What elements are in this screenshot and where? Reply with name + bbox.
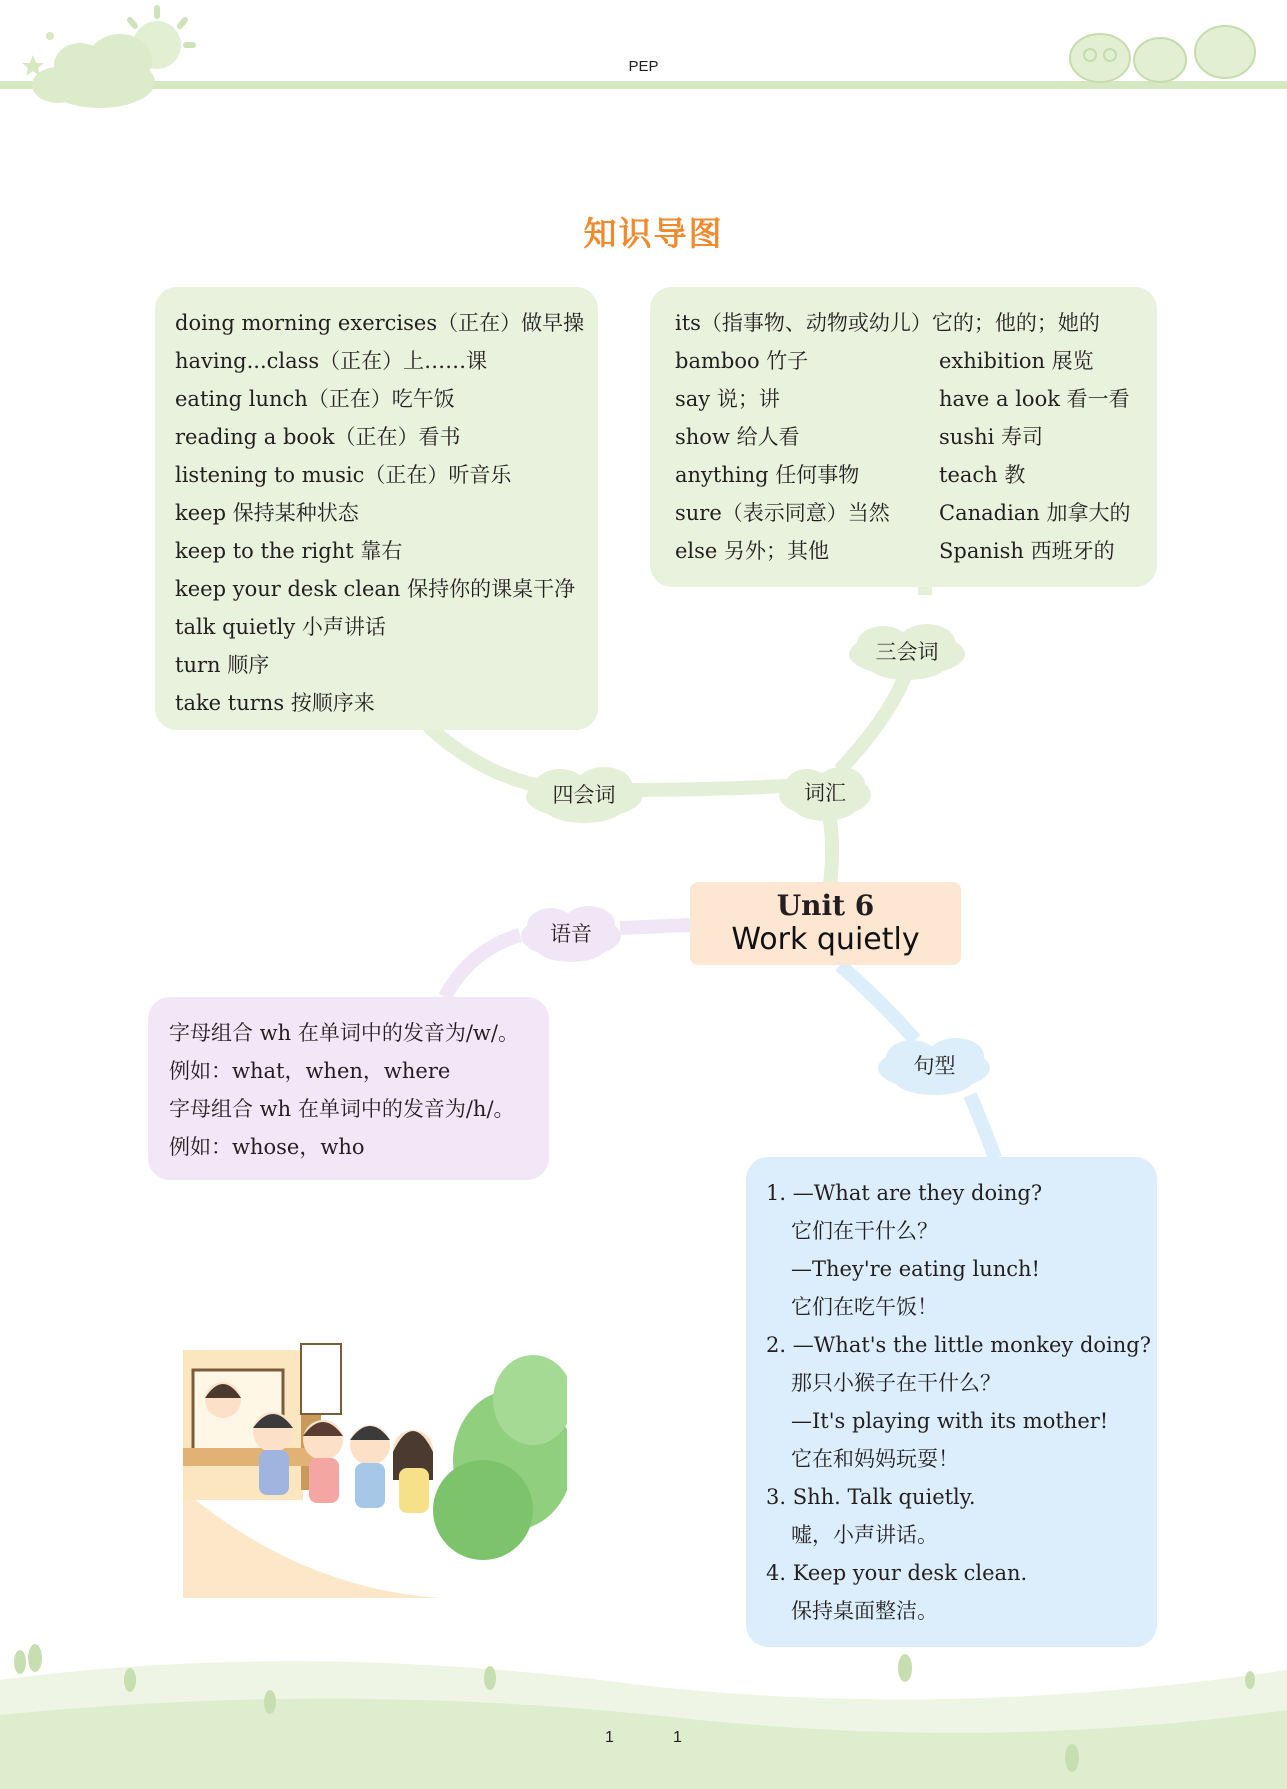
list-item: talk quietly 小声讲话 xyxy=(175,615,386,639)
list-item: 2. —What's the little monkey doing? xyxy=(766,1333,1152,1357)
list-item: 1. —What are they doing? xyxy=(766,1181,1043,1205)
phonics-box xyxy=(148,997,549,1180)
list-item: 例如：what，when，where xyxy=(169,1059,451,1083)
list-item: 它们在吃午饭！ xyxy=(791,1295,938,1319)
unit-title: Work quietly xyxy=(731,922,920,957)
list-item: —They're eating lunch! xyxy=(791,1257,1040,1281)
list-item: 保持桌面整洁。 xyxy=(791,1599,938,1623)
connector-phonics xyxy=(445,935,520,997)
list-item: 3. Shh. Talk quietly. xyxy=(766,1485,976,1509)
footer-landscape xyxy=(0,1640,1287,1789)
queue-illustration xyxy=(183,1340,567,1598)
sentences-box xyxy=(746,1157,1157,1647)
list-item: doing morning exercises（正在）做早操 xyxy=(175,311,585,335)
list-item: keep to the right 靠右 xyxy=(175,539,403,563)
page-number-right: 1 xyxy=(673,1729,682,1746)
page-title: 知识导图 xyxy=(583,214,724,253)
list-item: show 给人看 xyxy=(675,425,800,449)
list-item: reading a book（正在）看书 xyxy=(175,425,461,449)
list-item: say 说；讲 xyxy=(675,387,780,411)
list-item: keep your desk clean 保持你的课桌干净 xyxy=(175,577,576,601)
unit-number: Unit 6 xyxy=(776,889,875,922)
connector-center-phonics xyxy=(620,925,692,928)
four-skills-box xyxy=(155,287,598,730)
cloud-label-three-skills xyxy=(843,620,971,682)
list-item: 例如：whose，who xyxy=(169,1135,365,1159)
header-text: PEP xyxy=(628,58,659,75)
page-number-left: 1 xyxy=(605,1729,614,1746)
connector-center-sent xyxy=(840,965,915,1040)
list-item: 嘘，小声讲话。 xyxy=(791,1523,938,1547)
list-item: having...class（正在）上……课 xyxy=(175,349,488,373)
branch-label: 三会词 xyxy=(875,640,939,664)
list-item: have a look 看一看 xyxy=(939,387,1130,411)
list-item: 字母组合 wh 在单词中的发音为/h/。 xyxy=(169,1097,515,1121)
list-item: 它们在干什么？ xyxy=(791,1219,938,1243)
list-item: teach 教 xyxy=(939,463,1026,487)
list-item: listening to music（正在）听音乐 xyxy=(175,463,512,487)
list-item: eating lunch（正在）吃午饭 xyxy=(175,387,455,411)
connector-sent-box xyxy=(970,1095,995,1158)
branch-label: 语音 xyxy=(550,922,592,946)
cloud-label-phonics xyxy=(515,902,627,964)
list-item: its（指事物、动物或幼儿）它的；他的；她的 xyxy=(675,311,1100,335)
list-item: turn 顺序 xyxy=(175,653,270,677)
cloud-label-vocabulary xyxy=(775,762,875,822)
list-item: sure（表示同意）当然 xyxy=(675,501,890,525)
cloud-label-sentences xyxy=(872,1033,997,1097)
list-item: exhibition 展览 xyxy=(939,349,1094,373)
list-item: bamboo 竹子 xyxy=(675,349,809,373)
three-skills-box xyxy=(650,287,1157,587)
list-item: 4. Keep your desk clean. xyxy=(766,1561,1028,1585)
list-item: Spanish 西班牙的 xyxy=(939,539,1115,563)
list-item: else 另外；其他 xyxy=(675,539,830,563)
list-item: anything 任何事物 xyxy=(675,463,860,487)
list-item: 字母组合 wh 在单词中的发音为/w/。 xyxy=(169,1021,519,1045)
branch-label: 句型 xyxy=(913,1054,956,1078)
list-item: Canadian 加拿大的 xyxy=(939,501,1131,525)
list-item: sushi 寿司 xyxy=(939,425,1043,449)
list-item: take turns 按顺序来 xyxy=(175,691,375,715)
list-item: 那只小猴子在干什么？ xyxy=(791,1371,1001,1395)
list-item: 它在和妈妈玩耍！ xyxy=(791,1447,959,1471)
list-item: keep 保持某种状态 xyxy=(175,501,359,525)
branch-label: 四会词 xyxy=(552,783,616,807)
cloud-label-four-skills xyxy=(520,763,648,825)
center-node xyxy=(690,882,961,965)
list-item: —It's playing with its mother! xyxy=(791,1409,1109,1433)
branch-label: 词汇 xyxy=(804,781,846,805)
